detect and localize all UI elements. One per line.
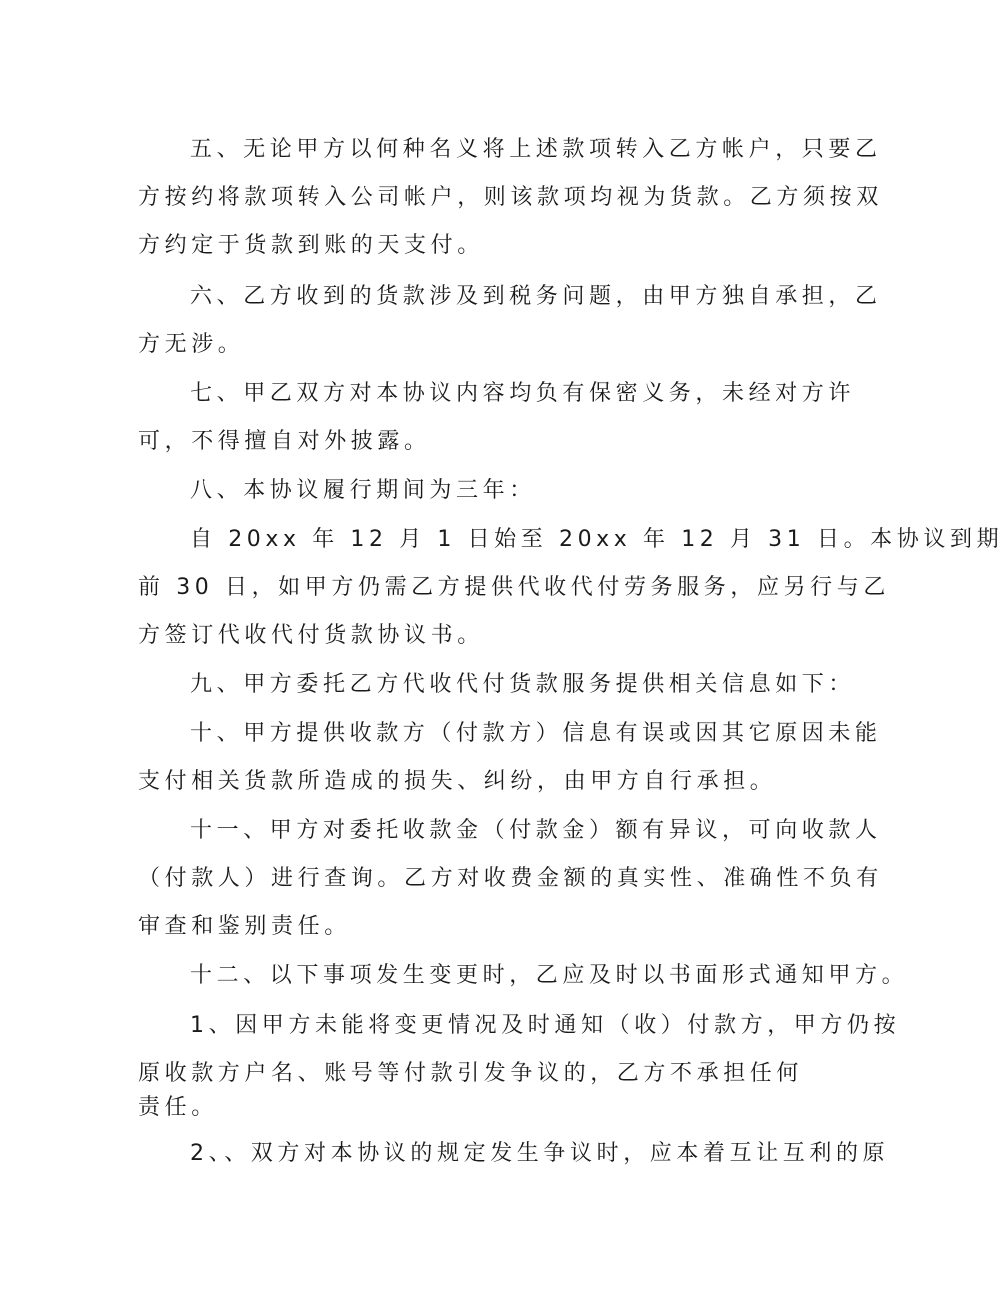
paragraph-line: 方按约将款项转入公司帐户，则该款项均视为货款。乙方须按双 — [138, 185, 883, 210]
paragraph-line: 方签订代收代付货款协议书。 — [138, 623, 484, 648]
paragraph-line: 审查和鉴别责任。 — [138, 914, 351, 939]
paragraph-line: 责任。 — [138, 1095, 218, 1120]
paragraph-line: 方约定于货款到账的天支付。 — [138, 233, 484, 258]
paragraph-line: 支付相关货款所造成的损失、纠纷，由甲方自行承担。 — [138, 769, 777, 794]
paragraph-line: 可，不得擅自对外披露。 — [138, 429, 431, 454]
paragraph-line: 前 30 日，如甲方仍需乙方提供代收代付劳务服务，应另行与乙 — [138, 575, 890, 600]
paragraph-line: 十一、甲方对委托收款金（付款金）额有异议，可向收款人 — [190, 818, 882, 843]
paragraph-line: 1、因甲方未能将变更情况及时通知（收）付款方，甲方仍按 — [190, 1013, 901, 1038]
paragraph-line: 十二、以下事项发生变更时，乙应及时以书面形式通知甲方。 — [190, 963, 909, 988]
paragraph-line: 原收款方户名、账号等付款引发争议的，乙方不承担任何 — [138, 1061, 804, 1086]
paragraph-line: 九、甲方委托乙方代收代付货款服务提供相关信息如下： — [190, 672, 856, 697]
paragraph-line: （付款人）进行查询。乙方对收费金额的真实性、准确性不负有 — [138, 866, 883, 891]
paragraph-line: 十、甲方提供收款方（付款方）信息有误或因其它原因未能 — [190, 721, 882, 746]
paragraph-line: 五、无论甲方以何种名义将上述款项转入乙方帐户，只要乙 — [190, 137, 882, 162]
paragraph-line: 八、本协议履行期间为三年： — [190, 478, 536, 503]
paragraph-line: 自 20xx 年 12 月 1 日始至 20xx 年 12 月 31 日。本协议到期 — [190, 527, 1003, 552]
paragraph-line: 2、、双方对本协议的规定发生争议时，应本着互让互利的原 — [190, 1141, 890, 1166]
paragraph-line: 六、乙方收到的货款涉及到税务问题，由甲方独自承担，乙 — [190, 284, 882, 309]
paragraph-line: 方无涉。 — [138, 332, 245, 357]
paragraph-line: 七、甲乙双方对本协议内容均负有保密义务，未经对方许 — [190, 381, 856, 406]
